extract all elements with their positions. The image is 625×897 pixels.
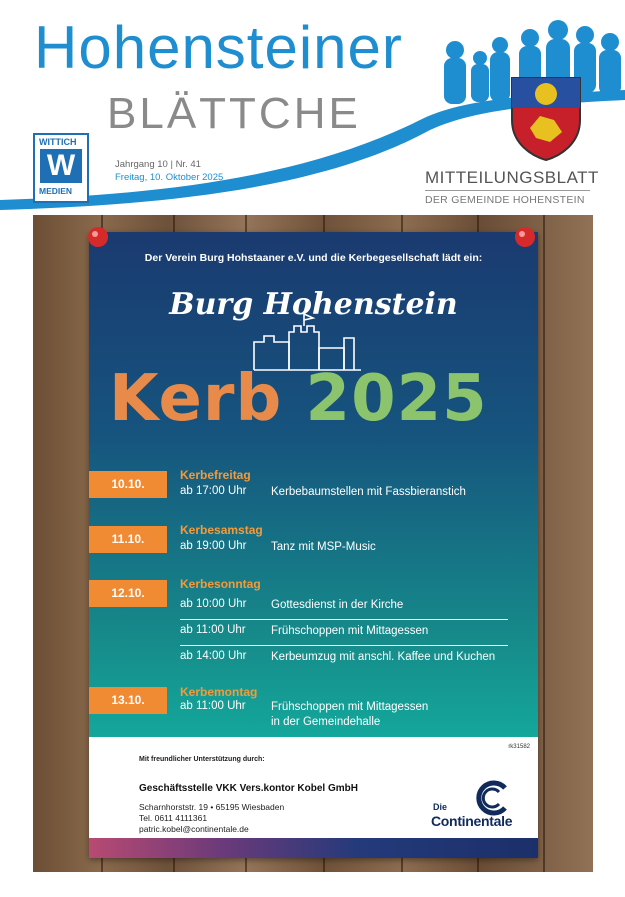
- event-item: [180, 624, 508, 646]
- logo-top-text: WITTICH: [39, 137, 77, 147]
- support-label: Mit freundlicher Unterstützung durch:: [139, 756, 265, 763]
- sponsor-phone: Tel. 0611 4111361: [139, 813, 208, 823]
- poster-footer-bar: [89, 838, 538, 858]
- poster-intro: Der Verein Burg Hohstaaner e.V. und die Kerbegesellschaft lädt ein:: [144, 252, 483, 264]
- kerb-year: 2025: [305, 362, 488, 436]
- kerb-word: Kerb: [109, 362, 283, 436]
- event-desc: Gottesdienst in der Kirche: [271, 599, 404, 611]
- event-desc-line2: in der Gemeindehalle: [271, 716, 381, 728]
- event-desc: Frühschoppen mit Mittagessen: [271, 625, 429, 637]
- plank-divider: [543, 215, 545, 872]
- brand-name: Continentale: [431, 813, 513, 829]
- kerb-title: [109, 362, 488, 436]
- event-date: 12.10.: [89, 580, 167, 607]
- event-time: ab 17:00 Uhr: [180, 485, 247, 497]
- event-desc: Tanz mit MSP-Music: [271, 541, 376, 553]
- gemeinde-label: DER GEMEINDE HOHENSTEIN: [425, 194, 585, 206]
- kerb-poster: [89, 232, 538, 858]
- sponsor-email: patric.kobel@continentale.de: [139, 824, 249, 834]
- event-name: Kerbesonntag: [180, 577, 261, 591]
- event-time: ab 11:00 Uhr: [180, 700, 246, 712]
- coat-of-arms-icon: [508, 72, 584, 162]
- issue-date: Freitag, 10. Oktober 2025: [115, 172, 224, 183]
- continentale-c-icon: [471, 780, 511, 816]
- wittich-medien-logo: [33, 133, 89, 203]
- divider: [425, 190, 590, 191]
- event-item: [180, 700, 508, 732]
- event-time: ab 14:00 Uhr: [180, 650, 247, 662]
- event-desc: Kerbeumzug mit anschl. Kaffee und Kuchen: [271, 651, 496, 663]
- pushpin-icon: [513, 225, 537, 249]
- brand-die: Die: [433, 802, 448, 812]
- event-date: 11.10.: [89, 526, 167, 553]
- newspaper-subtitle: BLÄTTCHE: [107, 89, 361, 138]
- event-date: 10.10.: [89, 471, 167, 498]
- logo-bottom-text: MEDIEN: [39, 186, 73, 196]
- event-name: Kerbesamstag: [180, 523, 263, 537]
- event-item: [180, 485, 508, 501]
- issue-number: Jahrgang 10 | Nr. 41: [115, 159, 201, 170]
- poster-main-panel: [89, 232, 538, 737]
- event-name: Kerbemontag: [180, 685, 258, 699]
- event-item: [180, 598, 508, 620]
- poster-ref: rk31582: [508, 744, 530, 750]
- logo-w-icon: W: [40, 149, 82, 183]
- masthead: [0, 0, 625, 215]
- event-item: [180, 540, 508, 556]
- newspaper-title: Hohensteiner: [34, 14, 403, 81]
- continentale-logo: [431, 780, 521, 835]
- event-time: ab 19:00 Uhr: [180, 540, 247, 552]
- event-desc: Kerbebaumstellen mit Fassbieranstich: [271, 486, 466, 498]
- event-date: 13.10.: [89, 687, 167, 714]
- event-name: Kerbefreitag: [180, 468, 251, 482]
- mitteilungsblatt-label: MITTEILUNGSBLATT: [425, 168, 599, 187]
- event-desc-line1: Frühschoppen mit Mittagessen: [271, 701, 429, 713]
- event-time: ab 10:00 Uhr: [180, 598, 247, 610]
- sponsor-address: Scharnhorststr. 19 • 65195 Wiesbaden: [139, 802, 285, 812]
- event-desc: [271, 700, 511, 730]
- event-item: [180, 650, 508, 666]
- pushpin-icon: [86, 225, 110, 249]
- event-time: ab 11:00 Uhr: [180, 624, 246, 636]
- sponsor-company: Geschäftsstelle VKK Vers.kontor Kobel GmbH: [139, 783, 358, 794]
- burg-title: Burg Hohenstein: [169, 287, 458, 322]
